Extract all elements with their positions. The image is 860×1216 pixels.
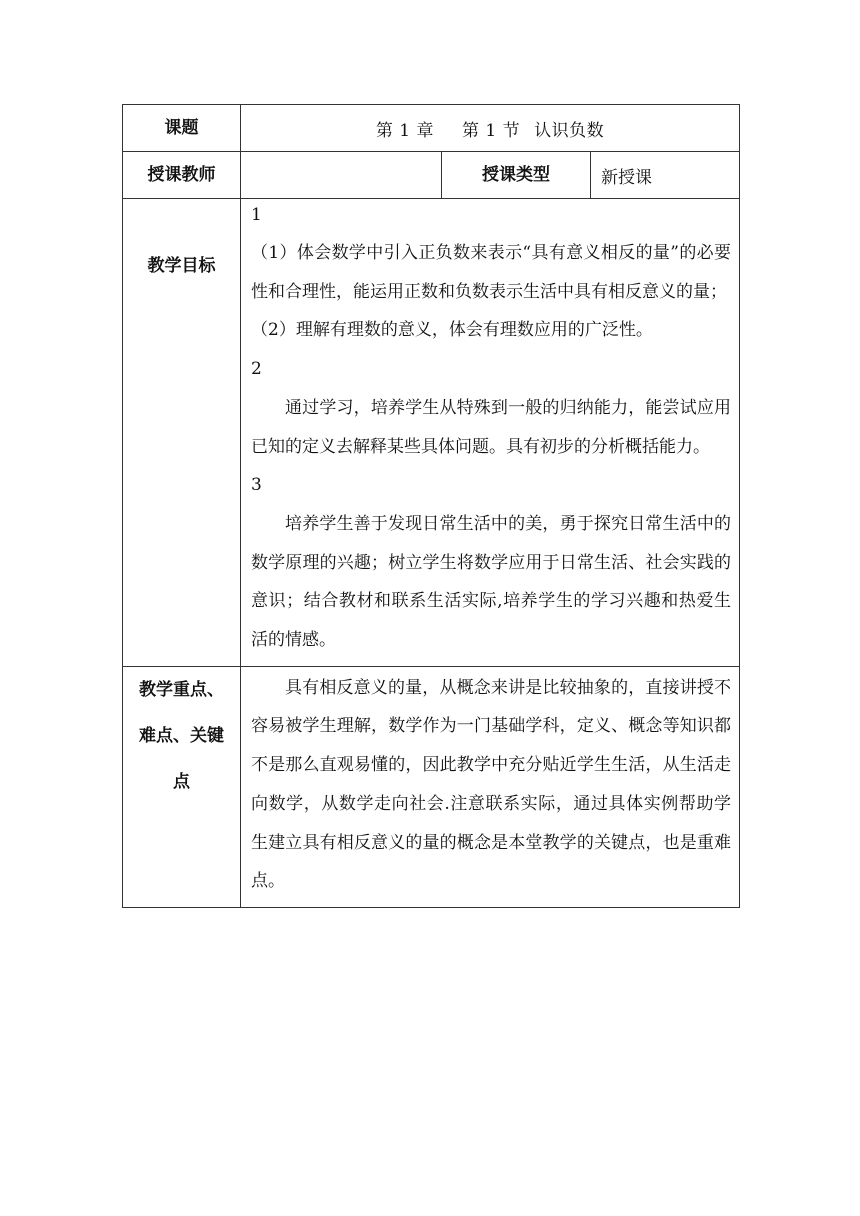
key-points-text: 具有相反意义的量，从概念来讲是比较抽象的，直接讲授不容易被学生理解，数学作为一门基础学科，定义、概念等知识都不是那么直观易懂的，因此教学中充分贴近学生生活，从生活走向数学，从数学走向社会.注意联系实际，通过具体实例帮助学生建立具有相反意义的量的概念是本堂教学的关键点，也是重难点。	[251, 677, 732, 892]
key-points-label-line-3: 点	[173, 771, 190, 792]
objective-2-text: 通过学习，培养学生从特殊到一般的归纳能力，能尝试应用已知的定义去解释某些具体问题。具有初步的分析概括能力。	[251, 397, 732, 457]
key-points-label-line-1: 教学重点、	[139, 679, 224, 700]
lesson-type-value: 新授课	[591, 152, 740, 199]
objective-number-1: 1	[251, 205, 262, 225]
key-points-label-line-2: 难点、关键	[139, 725, 224, 746]
topic-title	[241, 105, 740, 152]
lesson-type-label: 授课类型	[442, 152, 591, 199]
objective-number-2: 2	[251, 359, 262, 380]
objective-number-3: 3	[251, 475, 262, 496]
lesson-plan-table	[122, 104, 740, 908]
topic-label: 课题	[123, 105, 241, 152]
objectives-row	[123, 199, 740, 667]
teacher-row	[123, 152, 740, 199]
objective-3-text: 培养学生善于发现日常生活中的美，勇于探究日常生活中的数学原理的兴趣；树立学生将数学应用于日常生活、社会实践的意识；结合教材和联系生活实际,培养学生的学习兴趣和热爱生活的情感。	[251, 513, 732, 651]
teacher-value	[241, 152, 442, 199]
key-points-row	[123, 666, 740, 907]
topic-row	[123, 105, 740, 152]
chapter-text: 第 1 章	[375, 120, 435, 141]
topic-text: 认识负数	[534, 120, 605, 141]
key-points-label	[123, 666, 241, 907]
section-text: 第 1 节	[462, 120, 521, 141]
objectives-label: 教学目标	[123, 199, 241, 667]
objective-1-line-1: （1）体会数学中引入正负数来表示“具有意义相反的量”的必要性和合理性，能运用正数和负数表示生活中具有相反意义的量；	[251, 243, 732, 302]
key-points-content	[241, 666, 740, 907]
objective-1-line-2: （2）理解有理数的意义，体会有理数应用的广泛性。	[251, 320, 653, 341]
objectives-content	[241, 199, 740, 667]
teacher-label: 授课教师	[123, 152, 241, 199]
